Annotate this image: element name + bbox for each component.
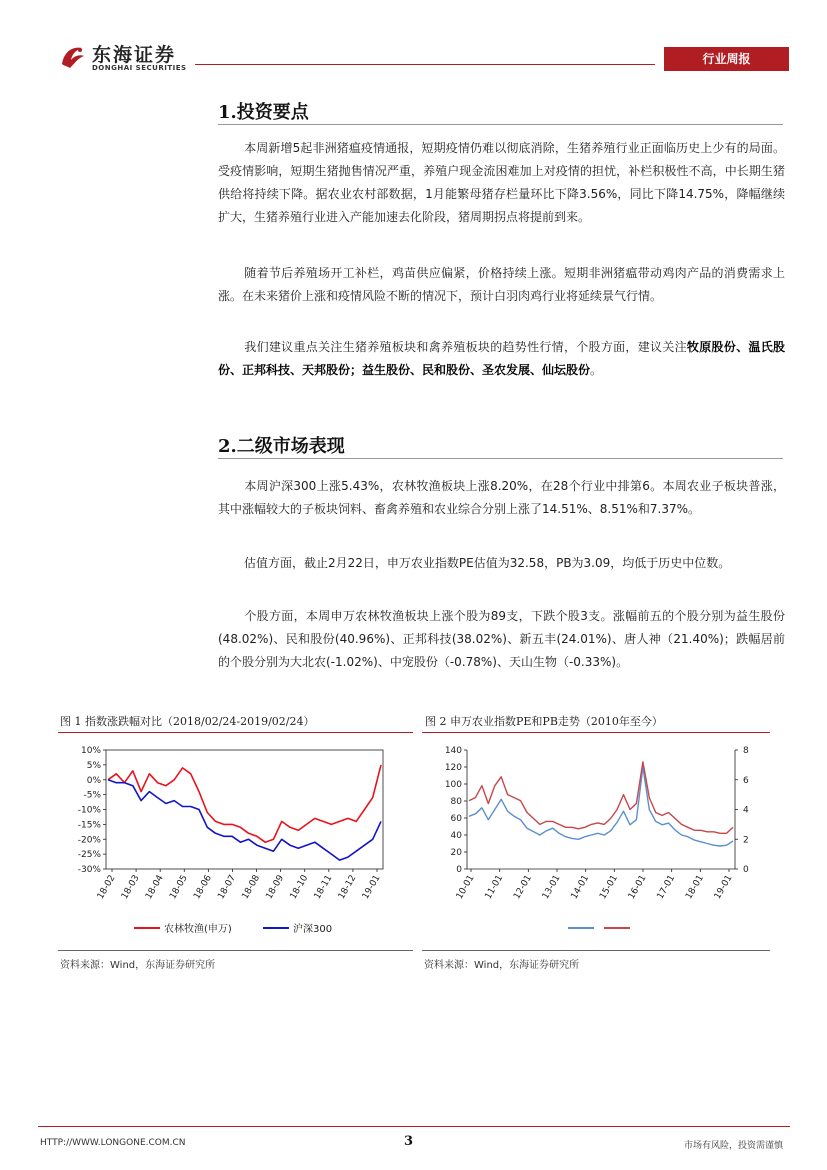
chart1-x-tick-label: 18-06 — [192, 873, 214, 902]
chart1-y-tick-label: -20% — [77, 835, 101, 846]
section-2-title: 2.二级市场表现 — [218, 436, 345, 457]
chart1-plot-frame — [106, 750, 383, 869]
chart2-y-right-tick-label: 2 — [743, 835, 749, 846]
report-type-badge: 行业周报 — [664, 47, 789, 71]
chart2-y-right-tick-label: 6 — [743, 775, 749, 786]
chart1-x-tick-label: 18-02 — [95, 873, 118, 902]
section-2-p3-text: 个股方面，本周申万农林牧渔板块上涨个股为89支，下跌个股3支。涨幅前五的个股分别为益生股份(48.02%)、民和股份(40.96%)、正邦科技(38.02%)、新五丰(24.01%)、唐人神（21.40%)；跌幅居前的个股分别为大北农(-1.02%)、中宠股份（-0.78%)、天山生物（-0.33%)。 — [218, 609, 785, 669]
chart2-y-right-tick-label: 8 — [743, 746, 749, 756]
chart2-x-tick-label: 15-01 — [598, 873, 620, 902]
chart2-x-tick-label: 12-01 — [512, 873, 534, 902]
logo-chinese-name: 东海证券 — [92, 44, 177, 66]
chart2-x-tick-label: 18-01 — [684, 873, 706, 902]
chart2-x-tick-label: 17-01 — [655, 873, 678, 902]
chart2-x-tick-label: 14-01 — [569, 873, 592, 902]
logo-english-name: DONGHAI SECURITIES — [92, 64, 187, 72]
chart1-y-tick-label: -10% — [77, 805, 101, 816]
chart1-y-tick-label: 0% — [86, 775, 101, 786]
section-1-p3-text: 我们建议重点关注生猪养殖板块和禽养殖板块的趋势性行情，个股方面，建议关注 — [244, 340, 687, 354]
chart1-x-tick-label: 18-11 — [312, 873, 335, 902]
figure-2-top-rule — [422, 732, 770, 733]
chart1-x-tick-label: 18-07 — [216, 873, 239, 902]
chart2-y-tick-label: 40 — [450, 831, 462, 841]
section-1-paragraph-3 — [218, 336, 785, 382]
chart2-y-right-tick-label: 4 — [743, 805, 749, 816]
chart2-y-right-tick-label: 0 — [743, 865, 749, 875]
chart1-x-tick-label: 18-04 — [144, 873, 166, 902]
figure-1-top-rule — [58, 732, 413, 733]
chart2-x-tick-label: 13-01 — [540, 873, 563, 902]
page-number: 3 — [404, 1134, 414, 1149]
chart2-y-tick-label: 20 — [450, 848, 462, 858]
figure-2-bottom-rule — [422, 950, 770, 951]
chart1-series-line-1 — [108, 780, 381, 860]
chart2-series-line-1 — [469, 762, 733, 833]
chart2-x-tick-label: 19-01 — [712, 873, 735, 902]
chart1-x-tick-label: 18-12 — [336, 873, 359, 902]
chart2-y-tick-label: 120 — [444, 763, 462, 773]
header-divider — [195, 64, 655, 65]
chart1-x-tick-label: 19-01 — [360, 873, 383, 902]
chart1-legend-label: 沪深300 — [293, 924, 333, 935]
chart1-y-tick-label: -30% — [77, 865, 101, 875]
figure-1-chart — [58, 736, 413, 948]
chart1-x-tick-label: 18-03 — [119, 873, 142, 902]
chart1-y-tick-label: 10% — [80, 746, 101, 756]
section-2-divider — [218, 458, 783, 459]
chart2-series-line-0 — [469, 767, 733, 846]
chart2-y-tick-label: 80 — [450, 797, 462, 807]
figure-1-source: 资料来源：Wind，东海证券研究所 — [60, 960, 216, 971]
chart1-x-tick-label: 18-09 — [264, 873, 287, 902]
figure-2-source: 资料来源：Wind，东海证券研究所 — [424, 960, 580, 971]
chart1-legend-label: 农林牧渔(申万) — [164, 924, 232, 935]
company-logo — [58, 40, 218, 80]
figure-2-title: 图 2 申万农业指数PE和PB走势（2010年至今） — [425, 715, 663, 728]
section-2-p2-text: 估值方面，截止2月22日，申万农业指数PE估值为32.58，PB为3.09，均低于历史中位数。 — [244, 556, 731, 570]
logo-mark-icon — [58, 42, 88, 72]
risk-disclaimer: 市场有风险，投资需谨慎 — [684, 1141, 784, 1151]
section-2-paragraph-3 — [218, 605, 785, 674]
section-1-p3-end: 。 — [590, 363, 603, 377]
chart1-y-tick-label: -15% — [77, 820, 101, 831]
chart1-y-tick-label: -5% — [83, 790, 101, 801]
section-1-p2-text: 随着节后养殖场开工补栏，鸡苗供应偏紧，价格持续上涨。短期非洲猪瘟带动鸡肉产品的消费需求上涨。在未来猪价上涨和疫情风险不断的情况下，预计白羽肉鸡行业将延续景气行情。 — [218, 266, 785, 303]
section-2-paragraph-2 — [218, 552, 785, 575]
figure-1-bottom-rule — [58, 950, 413, 951]
chart1-y-tick-label: -25% — [77, 850, 101, 861]
section-1-paragraph-1 — [218, 137, 785, 229]
section-2-paragraph-1 — [218, 475, 785, 521]
figure-1-title: 图 1 指数涨跌幅对比（2018/02/24-2019/02/24） — [60, 715, 315, 728]
chart1-y-tick-label: 5% — [86, 760, 101, 771]
section-1-divider — [218, 124, 783, 125]
chart1-x-tick-label: 18-08 — [240, 873, 263, 902]
chart2-y-tick-label: 60 — [450, 814, 462, 824]
chart2-y-tick-label: 100 — [444, 780, 462, 790]
footer-divider — [38, 1126, 790, 1127]
figure-2-chart — [422, 736, 770, 948]
chart2-y-tick-label: 0 — [456, 865, 462, 875]
recommended-stocks: 牧原股份、温氏股份、正邦科技、天邦股份；益生股份、民和股份、圣农发展、仙坛股份 — [218, 340, 785, 377]
chart1-x-tick-label: 18-05 — [168, 873, 190, 902]
footer-url: HTTP://WWW.LONGONE.COM.CN — [40, 1138, 186, 1148]
section-1-title: 1.投资要点 — [218, 102, 309, 123]
section-2-p1-text: 本周沪深300上涨5.43%，农林牧渔板块上涨8.20%，在28个行业中排第6。本周农业子板块普涨，其中涨幅较大的子板块饲料、畜禽养殖和农业综合分别上涨了14.51%、8.51%和7.37%。 — [218, 479, 785, 516]
chart1-x-tick-label: 18-10 — [288, 873, 311, 902]
section-1-p1-text: 本周新增5起非洲猪瘟疫情通报，短期疫情仍难以彻底消除，生猪养殖行业正面临历史上少有的局面。受疫情影响，短期生猪抛售情况严重，养殖户现金流困难加上对疫情的担忧，补栏积极性不高，中长期生猪供给将持续下降。据农业农村部数据，1月能繁母猪存栏量环比下降3.56%，同比下降14.75%，降幅继续扩大，生猪养殖行业进入产能加速去化阶段，猪周期拐点将提前到来。 — [218, 141, 785, 224]
chart2-x-tick-label: 10-01 — [454, 873, 477, 902]
chart2-x-tick-label: 16-01 — [626, 873, 649, 902]
section-1-paragraph-2 — [218, 262, 785, 308]
chart2-x-tick-label: 11-01 — [483, 873, 506, 902]
chart2-y-tick-label: 140 — [444, 746, 462, 756]
chart1-series-line-0 — [108, 765, 381, 842]
